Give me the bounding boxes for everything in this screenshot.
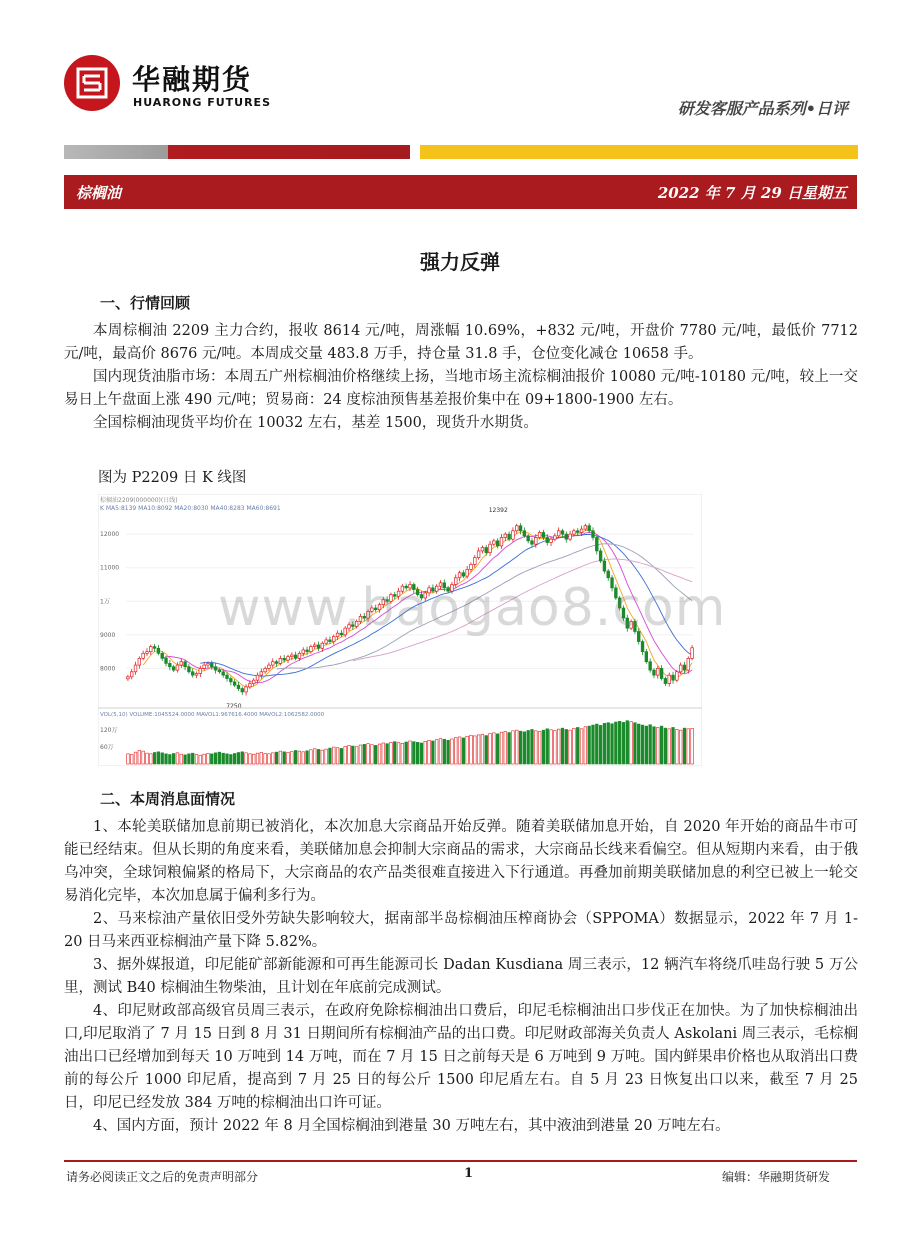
candle-body [584,526,587,529]
candle-body [229,679,232,682]
volume-bar [317,749,320,764]
volume-bar [531,729,534,764]
candle-body [565,534,568,539]
candle-body [569,534,572,539]
candle-body [172,667,175,670]
candle-body [576,531,579,533]
section1-body [64,320,858,435]
volume-bar [226,754,229,764]
candle-body [134,665,137,672]
volume-bar [130,755,133,764]
brand-name-en: HUARONG FUTURES [133,96,271,109]
candle-body [580,529,583,532]
volume-bar [134,752,137,764]
candle-body [146,652,149,654]
volume-bar [142,751,145,764]
candle-body [241,689,244,692]
candle-body [523,531,526,536]
annotation-high: 12392 [488,506,508,514]
volume-bar [653,727,656,764]
candle-body [245,687,248,692]
volume-bar [470,735,473,764]
paragraph: 4、印尼财政部高级官员周三表示，在政府免除棕榈油出口费后，印尼毛棕榈油出口步伐正在加快。为了加快棕榈油出口,印尼取消了 7 月 15 日到 8 月 31 日期间所有棕榈油产品的出口费。印尼财政部海关负责人 Askolani 周三表示，毛棕榈油出口已经增加到每天 10 万吨到 14 万吨，而在 7 月 15 日之前每天是 6 万吨到 9 万吨。国内鲜果串价格也从取消出口费前的每公斤 1000 印尼盾，提高到 7 月 25 日的每公斤 1500 印尼盾左右。自 5 月 23 日恢复出口以来，截至 7 月 25 日，印尼已经发放 384 万吨的棕榈油出口许可证。 [64,1003,858,1111]
volume-bar [371,745,374,764]
logo-mark-icon [74,65,110,101]
volume-bar [359,745,362,764]
ma-legend: K MA5:8139 MA10:8092 MA20:8030 MA40:8283 MA60:8691 [100,505,281,512]
volume-bar [355,747,358,764]
candle-body [691,648,694,659]
volume-bar [626,721,629,764]
volume-bar [435,740,438,764]
volume-bar [306,751,309,764]
volume-bar [313,749,316,764]
volume-bar [481,734,484,764]
volume-bar [252,754,255,764]
volume-bar [268,754,271,764]
volume-bar [428,740,431,764]
volume-bar [329,748,332,764]
candle-body [653,670,656,675]
candle-body [607,571,610,578]
candle-body [165,658,168,663]
volume-bar [386,744,389,764]
candle-body [515,526,518,531]
volume-bar [374,745,377,764]
volume-bar [584,727,587,764]
volume-bar [222,753,225,764]
volume-bar [210,754,213,764]
y-tick-label: 1万 [100,598,110,606]
candle-body [260,672,263,675]
volume-bar [157,752,160,764]
candle-body [496,541,499,546]
volume-bar [172,754,175,764]
volume-bar [458,737,461,764]
candle-body [489,544,492,552]
candle-body [199,668,202,673]
volume-bar [237,752,240,764]
volume-bar [424,741,427,764]
volume-bar [489,734,492,764]
volume-bar [302,752,305,764]
candle-body [546,538,549,543]
candle-body [668,675,671,683]
candle-body [210,663,213,666]
header-bar-right [420,145,858,159]
header-bar-left [64,145,410,159]
candle-body [554,536,557,539]
volume-bar [645,726,648,764]
volume-bar [412,742,415,764]
candle-body [676,672,679,680]
section2-heading: 二、本周消息面情况 [100,790,236,808]
volume-bar [188,754,191,764]
volume-bar [462,738,465,764]
volume-bar [275,752,278,764]
candle-body [683,665,686,670]
volume-bar [180,754,183,764]
volume-bar [161,753,164,764]
candle-body [321,643,324,648]
volume-bar [310,750,313,764]
volume-bar [401,743,404,764]
candle-body [214,667,217,670]
volume-bar [618,721,621,764]
volume-bar [390,742,393,764]
volume-bar [351,746,354,764]
volume-bar [169,755,172,764]
volume-bar [260,752,263,764]
volume-bar [523,732,526,764]
volume-bar [348,745,351,764]
volume-bar [504,732,507,764]
candle-body [287,657,290,660]
candle-body [302,650,305,653]
volume-bar [538,732,541,764]
footer-editor: 编辑：华融期货研发 [721,1170,830,1184]
volume-bar [256,753,259,764]
volume-bar [138,750,141,764]
volume-bar [325,749,328,764]
candle-body [519,526,522,531]
volume-bar [477,735,480,764]
candle-body [470,564,473,569]
volume-bar [378,744,381,764]
candle-body [542,532,545,537]
volume-bar [218,752,221,764]
candle-body [290,655,293,657]
volume-bar [283,752,286,764]
paragraph: 3、据外媒报道，印尼能矿部新能源和可再生能源司长 Dadan Kusdiana 周三表示，12 辆汽车将绕爪哇岛行驶 5 万公里，测试 B40 棕榈油生物柴油，且计划在年底前完成测试。 [64,957,858,996]
volume-bar [607,723,610,764]
candle-body [527,536,530,541]
candle-body [660,668,663,678]
volume-bar [195,755,198,764]
candle-body [256,675,259,680]
candle-body [271,662,274,665]
volume-bar [249,754,252,764]
volume-bar [340,748,343,764]
report-date: 2022 年 7 月 29 日星期五 [657,184,847,202]
volume-bar [165,754,168,764]
volume-bar [153,752,156,764]
volume-bar [588,726,591,764]
volume-bar [397,743,400,764]
volume-bar [519,731,522,764]
chart-caption: 图为 P2209 日 K 线图 [98,470,247,486]
candle-body [573,531,576,534]
candle-body [649,662,652,670]
volume-bar [290,751,293,764]
candle-body [275,662,278,664]
volume-bar [443,739,446,764]
volume-bar [664,728,667,764]
volume-bar [565,729,568,764]
volume-bar [554,730,557,764]
volume-bar [691,728,694,764]
candle-body [656,668,659,675]
volume-bar [336,748,339,764]
candle-body [233,682,236,685]
volume-bar [184,755,187,764]
volume-tick: 60万 [100,744,114,751]
volume-bar [176,753,179,764]
annotation-low: 7250 [226,702,242,710]
volume-bar [508,733,511,764]
volume-bar [321,750,324,764]
candle-body [313,645,316,647]
volume-bar [550,730,553,764]
volume-bar [191,753,194,764]
candle-body [180,662,183,665]
candle-body [252,680,255,683]
volume-bar [527,730,530,764]
volume-bar [561,728,564,764]
volume-bar [515,730,518,764]
volume-bar [683,728,686,764]
candle-body [473,558,476,565]
candle-body [595,538,598,551]
paragraph: 4、国内方面，预计 2022 年 8 月全国棕榈油到港量 30 万吨左右，其中液油到港量 20 万吨左右。 [93,1118,730,1134]
candle-body [138,658,141,665]
volume-bar [641,725,644,764]
commodity-band [64,175,857,209]
volume-bar [599,725,602,764]
volume-bar [332,747,335,764]
volume-bar [214,753,217,764]
volume-bar [264,754,267,764]
candle-body [264,668,267,671]
candle-body [249,684,252,687]
candle-body [687,658,690,670]
candle-body [310,647,313,652]
paragraph: 国内现货油脂市场：本周五广州棕榈油价格继续上扬，当地市场主流棕榈油报价 10080 元/吨-10180 元/吨，较上一交易日上午盘面上涨 490 元/吨；贸易商：24 度棕油预售基差报价集中在 09+1800-1900 左右。 [64,369,858,408]
candle-body [268,665,271,668]
volume-bar [473,736,476,764]
candle-body [588,526,591,531]
candle-body [531,541,534,544]
volume-bar [656,727,659,764]
candle-body [127,677,130,679]
brand-name-cn: 华融期货 [132,63,253,96]
candle-body [188,667,191,672]
candle-body [203,665,206,668]
volume-bar [595,724,598,764]
y-tick-label: 9000 [100,631,116,639]
candle-body [664,679,667,684]
candle-body [195,673,198,675]
candle-body [184,662,187,667]
volume-bar [580,729,583,764]
paragraph: 本周棕榈油 2209 主力合约，报收 8614 元/吨，周涨幅 10.69%，+832 元/吨，开盘价 7780 元/吨，最低价 7712 元/吨，最高价 8676 元/吨。本周成交量 483.8 万手，持仓量 31.8 手，仓位变化减仓 10658 手。 [64,323,858,362]
candle-body [130,672,133,677]
volume-bar [637,724,640,764]
volume-bar [649,725,652,764]
volume-bar [298,751,301,764]
volume-bar [382,743,385,764]
candle-body [306,650,309,652]
volume-bar [420,743,423,764]
candle-body [226,675,229,678]
candle-body [462,573,465,576]
volume-bar [576,727,579,764]
candle-body [169,663,172,666]
volume-bar [668,729,671,764]
candle-body [477,551,480,558]
candle-body [481,548,484,551]
watermark-text: www.baogao8.com [218,578,727,638]
volume-bar [496,734,499,764]
commodity-name: 棕榈油 [76,184,122,202]
volume-bar [146,753,149,764]
volume-bar [287,752,290,764]
volume-bar [500,732,503,764]
volume-bar [127,754,130,764]
chart-title: 棕榈油2209(000000)(日线) [100,497,178,504]
volume-bar [534,731,537,764]
volume-bar [393,742,396,764]
candle-body [466,569,469,576]
volume-bar [405,742,408,764]
volume-bar [557,729,560,764]
volume-bar [660,726,663,764]
volume-bar [203,754,206,764]
candle-body [207,663,210,665]
report-series: 研发客服产品系列•日评 [677,99,848,118]
volume-bar [542,730,545,764]
company-logo [64,55,120,111]
section2-body [64,816,858,1138]
volume-bar [546,729,549,764]
volume-tick: 120万 [100,727,118,734]
candle-body [317,645,320,648]
volume-bar [679,730,682,764]
candle-body [500,538,503,546]
candle-body [149,647,152,652]
paragraph: 2、马来棕油产量依旧受外劳缺失影响较大，据南部半岛棕榈油压榨商协会（SPPOMA）数据显示，2022 年 7 月 1-20 日马来西亚棕榈油产量下降 5.82%。 [64,911,858,950]
report-title: 强力反弹 [420,250,500,274]
volume-bar [439,739,442,764]
candle-body [283,658,286,660]
volume-bar [611,724,614,764]
y-tick-label: 11000 [100,564,120,572]
volume-bar [241,752,244,764]
volume-bar [363,744,366,764]
candle-body [641,642,644,652]
volume-bar [676,729,679,764]
volume-bar [603,723,606,764]
candle-body [325,640,328,643]
volume-bar [569,730,572,764]
volume-bar [672,727,675,764]
volume-bar [149,754,152,764]
volume-bar [687,729,690,764]
paragraph: 1、本轮美联储加息前期已被消化，本次加息大宗商品开始反弹。随着美联储加息开始，自 2020 年开始的商品牛市可能已经结束。但从长期的角度来看，美联储加息会抑制大宗商品的需求，大宗商品长线来看偏空。但从短期内来看，由于俄乌冲突，全球饲粮偏紧的格局下，大宗商品的农产品类很难直接进入下行通道。再叠加前期美联储加息的利空已被上一轮交易消化完毕，本次加息属于偏利多行为。 [64,819,858,904]
candle-body [298,653,301,658]
candle-body [294,655,297,658]
candle-body [504,534,507,537]
volume-bar [271,753,274,764]
candle-body [279,658,282,663]
section1-heading: 一、行情回顾 [100,294,191,312]
volume-bar [466,736,469,764]
page-number: 1 [464,1166,474,1181]
y-tick-label: 12000 [100,531,120,539]
candle-body [329,640,332,642]
volume-bar [279,751,282,764]
candle-body [237,685,240,688]
volume-bar [592,725,595,764]
volume-bar [207,754,210,764]
candle-body [534,538,537,545]
volume-bar [245,753,248,764]
volume-bar [447,740,450,764]
volume-bar [451,739,454,764]
volume-bar [454,738,457,764]
volume-bar [199,755,202,764]
volume-bar [615,722,618,764]
volume-bar [573,728,576,764]
volume-bar [367,744,370,764]
candle-body [603,561,606,571]
candle-body [599,551,602,561]
y-tick-label: 8000 [100,665,116,673]
candle-body [191,672,194,675]
candle-body [157,648,160,653]
candle-body [561,531,564,534]
footer-divider [64,1160,857,1162]
volume-bar [233,754,236,764]
candle-body [222,672,225,675]
candle-body [679,665,682,672]
candle-body [538,532,541,537]
candle-body [176,665,179,670]
volume-bar [229,755,232,764]
candle-body [645,652,648,662]
candle-body [161,653,164,658]
candle-body [153,647,156,649]
candle-body [550,539,553,542]
volume-bar [512,731,515,764]
volume-bar [432,741,435,764]
volume-bar [344,746,347,764]
volume-bar [634,723,637,764]
volume-bar [416,742,419,764]
volume-legend: VOL(5,10) VOLUME:1045524.0000 MAVOL1:967616.4000 MAVOL2:1062582.0000 [100,712,325,718]
volume-bar [485,736,488,764]
volume-bar [622,722,625,764]
candle-body [512,531,515,539]
paragraph: 全国棕榈油现货平均价在 10032 左右，基差 1500，现货升水期货。 [93,415,538,431]
volume-bar [294,750,297,764]
volume-bar [409,741,412,764]
volume-bar [493,733,496,764]
volume-bar [630,722,633,764]
candle-body [485,548,488,553]
candle-body [218,670,221,672]
candle-body [508,534,511,539]
candle-body [592,531,595,538]
candle-body [672,675,675,680]
candle-body [142,653,145,658]
candle-body [493,541,496,544]
candle-body [557,531,560,536]
footer-disclaimer: 请务必阅读正文之后的免责声明部分 [66,1170,259,1184]
